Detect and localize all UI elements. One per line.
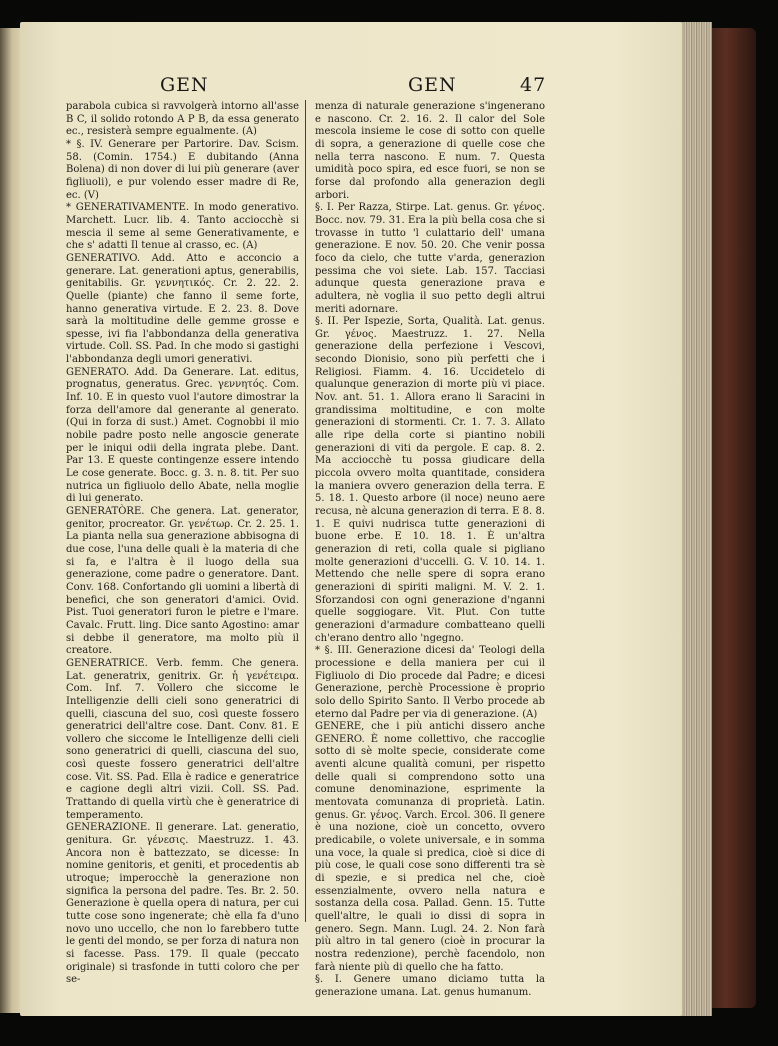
left-page-edge	[0, 28, 20, 1013]
entry-paragraph: §. I. Genere umano diciamo tutta la generazione umana. Lat. genus humanum.	[315, 974, 545, 998]
entry-paragraph: menza di naturale generazione s'ingenerano e nascono. Cr. 2. 16. 2. Il calor del Sole mescola insieme le cose di sotto con quelle di sopra, a generazione di quelle cose che nella terra nascono. E num. 7. Questa umidità poco spira, ed esce fuori, se non se forse dal profondo alla generazion degli arbori.	[315, 101, 545, 201]
entry-paragraph: GENERATO. Add. Da Generare. Lat. editus, prognatus, generatus. Grec. γεννητός. Com. Inf. 10. E in questo vuol l'autore dimostrar la forza dell'amore dal generante al generato. (Qui in forza di sust.) Amet. Cognobbi il mio nobile padre posto nelle angoscie generate per le iniqui odii della ingrata plebe. Dant. Par 13. E queste contingenze essere intendo Le cose generate. Bocc. g. 3. n. 8. tit. Per suo nutrica un figliuolo dello Abate, nella moglie di lui generato.	[66, 366, 299, 505]
entry-paragraph: §. I. Per Razza, Stirpe. Lat. genus. Gr. γένος. Bocc. nov. 79. 31. Era la più bella cosa che si trovasse in tutto 'l culattario dell' umana generazione. E nov. 50. 20. Che venir possa foco da cielo, che tutte v'arda, generazion pessima che voi siete. Lab. 157. Tacciasi adunque questa generazione prava e adultera, nè voglia il suo petto degli altrui meriti adornare.	[315, 202, 545, 315]
entry-paragraph: GENERAZIONE. Il generare. Lat. generatio, genitura. Gr. γένεσις. Maestruzz. 1. 43. Ancora non è battezzato, se dicesse: In nomine genitoris, et geniti, et procedentis ab utroque; imperocchè la generazione non significa la persona del padre. Tes. Br. 2. 50. Generazione è quella opera di natura, per cui tutte cose sono ingenerate; chè ella fa d'uno novo uno uccello, che non lo farebbero tutte le genti del mondo, se per forza di natura non si facesse. Pass. 179. Il quale (peccato originale) si trasfonde in tutti coloro che per se-	[66, 822, 299, 986]
header-left-word: GEN	[160, 74, 209, 96]
entry-paragraph: GENERATRICE. Verb. femm. Che genera. Lat. generatrix, genitrix. Gr. ἡ γενέτειρα. Com. Inf. 7. Vollero che siccome le Intelligenzie delli cieli sono generatrici di quelli, ciascuna del suo, così queste fossero generatrici dell'altre cose. Dant. Conv. 81. E vollero che siccome le Intelligenze delli cieli sono generatrici di quelli, ciascuna del suo, così queste fossero generatrici dell'altre cose. Vit. SS. Pad. Ella è radice e generatrice e cagione degli altri vizii. Coll. SS. Pad. Trattando di quella virtù che è generatrice di temperamento.	[66, 657, 299, 821]
column-divider	[305, 100, 306, 922]
entry-paragraph: §. II. Per Ispezie, Sorta, Qualità. Lat. genus. Gr. γένος. Maestruzz. 1. 27. Nella generazione della perfezione i Vescovi, secondo Dionisio, sono più perfetti che i Religiosi. Fiamm. 4. 16. Uccidetelo di qualunque generazion di morte più vi piace. Nov. ant. 51. 1. Allora erano li Saracini in grandissima moltitudine, e con molte generazioni di stormenti. Cr. 1. 7. 3. Allato alle ripe della corte si piantino nobili generazioni di viti da pergole. E cap. 8. 2. Ma acciocchè tu possa giudicare della piccola ovvero molta quantitade, considera la maniera ovvero generazion della terra. E 5. 18. 1. Questo arbore (il noce) neuno aere recusa, nè alcuna generazion di terra. E 8. 8. 1. E quivi nudrisca tutte generazioni di buone erbe. E 10. 18. 1. È un'altra generazion di reti, colla quale si pigliano molte generazioni d'uccelli. G. V. 10. 14. 1. Mettendo che nelle spere di sopra erano generazioni di spiriti maligni. M. V. 2. 1. Sforzandosi con ogni generazione d'nganni quelle soggiogare. Vit. Plut. Con tutte generazioni d'armadure combatteano quelli ch'erano dentro allo 'ngegno.	[315, 316, 545, 644]
entry-paragraph: * §. IV. Generare per Partorire. Dav. Scism. 58. (Comin. 1754.) E dubitando (Anna Bolena) di non dover di lui più generare (aver figliuoli), e pur volendo esser madre di Re, ec. (V)	[66, 138, 299, 201]
entry-paragraph: GENERATÒRE. Che genera. Lat. generator, genitor, procreator. Gr. γενέτωρ. Cr. 2. 25. 1. La pianta nella sua generazione abbisogna di due cose, l'una delle quali è la materia di che si fa, e l'altra è il luogo della sua generazione, come padre o generatore. Dant. Conv. 168. Confortando gli uomini a libertà di benefici, che son generatori d'amici. Ovid. Pist. Tuoi generatori furon le pietre e l'mare. Cavalc. Frutt. ling. Dice santo Agostino: amar si debbe il generatore, ma molto più il creatore.	[66, 506, 299, 657]
left-column	[66, 101, 299, 987]
entry-paragraph: GENERE, che i più antichi dissero anche GENERO. È nome collettivo, che raccoglie sotto di sè molte specie, considerate come aventi alcune qualità comuni, per rispetto delle quali si comprendono sotto una comune denominazione, esprimente la mentovata comunanza di proprietà. Latin. genus. Gr. γένος. Varch. Ercol. 306. Il genere è una nozione, cioè un concetto, ovvero predicabile, o volete universale, e in somma una voce, la quale si predica, cioè si dice di più cose, le quali cose sono differenti tra sè di spezie, e si predica nel che, cioè essenzialmente, ovvero nella natura e sostanza della cosa. Pallad. Genn. 15. Tutte quell'altre, le quali io dissi di sopra in genero. Segn. Mann. Lugl. 24. 2. Non farà più altro in tal genero (cioè in procurar la nostra redenzione), perchè facendolo, non farà niente più di quello che ha fatto.	[315, 721, 545, 973]
header-center-word: GEN	[408, 74, 457, 96]
entry-paragraph: GENERATIVO. Add. Atto e acconcio a generare. Lat. generationi aptus, generabilis, genitabilis. Gr. γεννητικός. Cr. 2. 22. 2. Quelle (piante) che fanno il seme forte, hanno generativa virtude. E 2. 23. 8. Dove sarà la moltitudine delle gemme grosse e spesse, ivi fia l'abbondanza della generativa virtude. Coll. SS. Pad. In che modo si gastighi l'abbondanza degli umori generativi.	[66, 252, 299, 366]
entry-paragraph: parabola cubica si ravvolgerà intorno all'asse B C, il solido rotondo A P B, da essa generato ec., resisterà sempre egualmente. (A)	[66, 101, 299, 138]
entry-paragraph: * GENERATIVAMENTE. In modo generativo. Marchett. Lucr. lib. 4. Tanto acciocchè si mescia il seme al seme Generativamente, e che s' adatti Il tenue al crasso, ec. (A)	[66, 202, 299, 252]
right-column	[315, 101, 545, 1000]
book-cover	[706, 28, 756, 1008]
entry-paragraph: * §. III. Generazione dicesi da' Teologi della processione e della maniera per cui il Figliuolo di Dio procede dal Padre; e dicesi Generazione, perchè Processione è proprio solo dello Spirito Santo. Il Verbo procede ab eterno dal Padre per via di generazione. (A)	[315, 645, 545, 720]
page-number: 47	[520, 74, 547, 96]
